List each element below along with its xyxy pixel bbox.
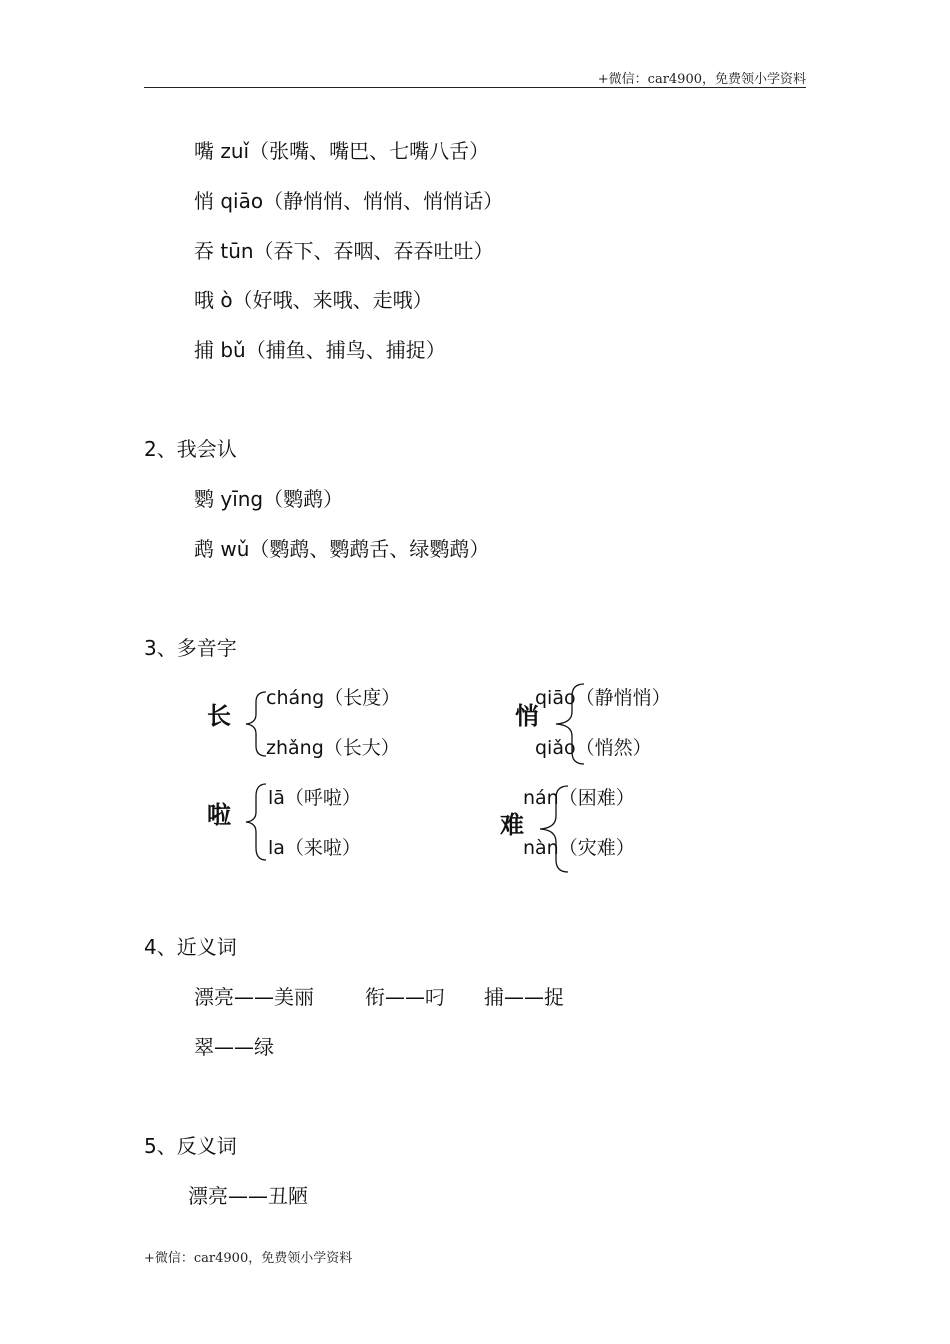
list-item: 鹉 wǔ（鹦鹉、鹦鹉舌、绿鹦鹉） bbox=[194, 537, 490, 561]
polyphonic-char-qiao: 悄 bbox=[515, 702, 539, 730]
list-item: 哦 ò（好哦、来哦、走哦） bbox=[194, 288, 433, 312]
list-item: 悄 qiāo（静悄悄、悄悄、悄悄话） bbox=[194, 189, 504, 213]
synonym-pair: 衔——叼 bbox=[365, 985, 445, 1009]
reading-zhang: zhǎng（长大） bbox=[266, 737, 400, 759]
reading-nan4: nàn（灾难） bbox=[523, 837, 635, 859]
reading-nan2: nán（困难） bbox=[523, 787, 635, 809]
reading-la0: la（来啦） bbox=[268, 837, 361, 859]
antonym-pair: 漂亮——丑陋 bbox=[188, 1184, 308, 1208]
list-item: 嘴 zuǐ（张嘴、嘴巴、七嘴八舌） bbox=[194, 139, 490, 163]
polyphonic-char-chang: 长 bbox=[207, 702, 231, 730]
synonym-pair: 捕——捉 bbox=[484, 985, 564, 1009]
page-footer: +微信：car4900，免费领小学资料 bbox=[144, 1251, 353, 1266]
polyphonic-char-la: 啦 bbox=[207, 801, 231, 829]
polyphonic-char-nan: 难 bbox=[500, 811, 524, 839]
synonym-pair: 翠——绿 bbox=[194, 1035, 274, 1059]
brace-left bbox=[244, 782, 270, 862]
section-heading-synonyms: 4、近义词 bbox=[144, 935, 237, 959]
section-heading-recognize: 2、我会认 bbox=[144, 437, 237, 461]
page-header: +微信：car4900，免费领小学资料 bbox=[597, 72, 806, 87]
section-heading-antonyms: 5、反义词 bbox=[144, 1134, 237, 1158]
list-item: 吞 tūn（吞下、吞咽、吞吞吐吐） bbox=[194, 239, 494, 263]
reading-la1: lā（呼啦） bbox=[268, 787, 361, 809]
list-item: 捕 bǔ（捕鱼、捕鸟、捕捉） bbox=[194, 338, 446, 362]
section-heading-polyphonic: 3、多音字 bbox=[144, 636, 237, 660]
list-item: 鹦 yīng（鹦鹉） bbox=[194, 487, 344, 511]
header-divider bbox=[144, 87, 806, 88]
reading-qiao1: qiāo（静悄悄） bbox=[535, 687, 671, 709]
synonym-pair: 漂亮——美丽 bbox=[194, 985, 314, 1009]
reading-qiao3: qiǎo（悄然） bbox=[535, 737, 652, 759]
reading-chang: cháng（长度） bbox=[266, 687, 401, 709]
